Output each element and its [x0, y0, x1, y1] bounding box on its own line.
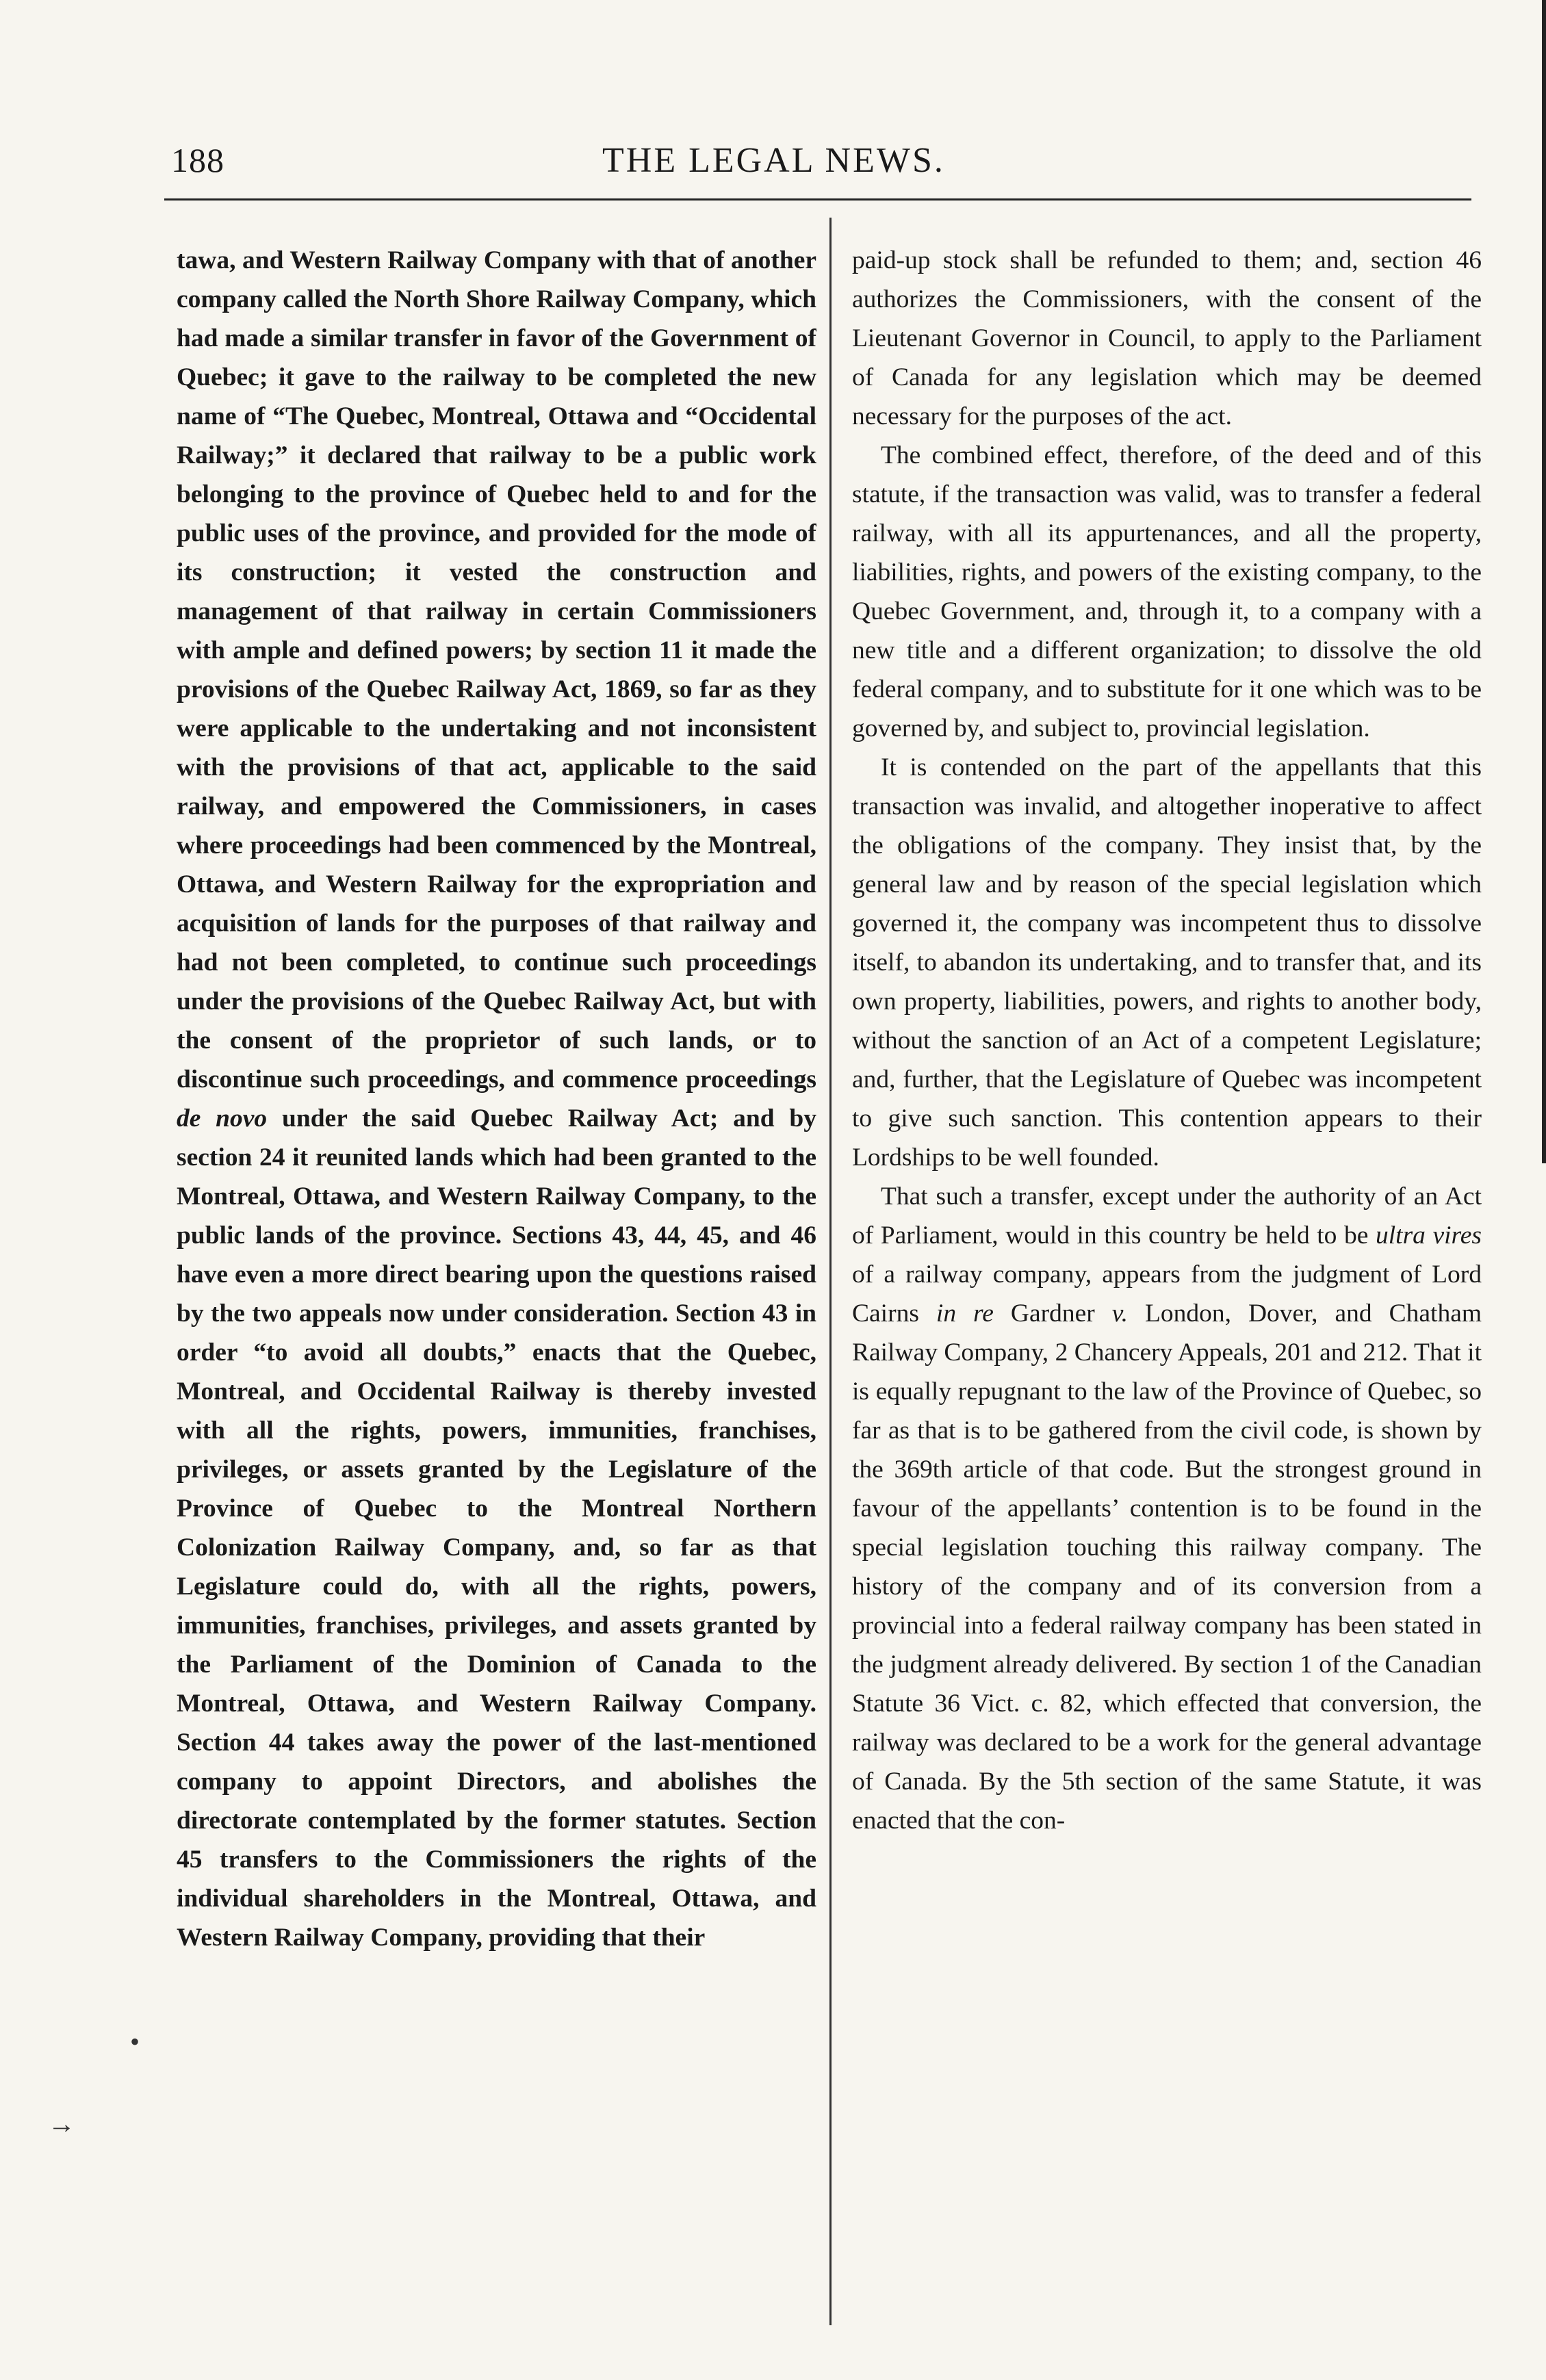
column-divider	[829, 218, 832, 2325]
left-paragraph-text: tawa, and Western Railway Company with that of another company called the North Shore Railway Company, which had made a similar transfer in favor of the Government of Quebec; it gave to the railway to be completed the new name of “The Quebec, Montreal, Ottawa and “Occidental Railway;” it declared that railway to be a public work belonging to the province of Quebec held to and for the public uses of the province, and provided for the mode of its construction; it vested the construction and management of that railway in certain Commissioners with ample and defined powers; by section 11 it made the provisions of the Quebec Railway Act, 1869, so far as they were applicable to the undertaking and not inconsistent with the provisions of that act, applicable to the said railway, and empowered the Commissioners, in cases where proceedings had been commenced by the Montreal, Ottawa, and Western Railway for the expropriation and acquisition of lands for the purposes of that railway and had not been completed, to continue such proceedings under the provisions of the Quebec Railway Act, but with the consent of the proprietor of such lands, or to discontinue such proceedings, and commence proceedings	[177, 246, 816, 1094]
latin-phrase-ultra-vires: ultra vires	[1375, 1221, 1482, 1250]
running-title: THE LEGAL NEWS.	[602, 141, 945, 180]
left-paragraph-continuation: under the said Quebec Railway Act; and by section 24 it reunited lands which had been granted to the Montreal, Ottawa, and Western Railway Company, to the public lands of the province. Sections 43, 44, 45, and 46 have even a more direct bearing upon the questions raised by the two appeals now under consideration. Section 43 in order “to avoid all doubts,” enacts that the Quebec, Montreal, and Occidental Railway is thereby invested with all the rights, powers, immunities, franchises, privileges, or assets granted by the Legislature of the Province of Quebec to the Montreal Northern Colonization Railway Company, and, so far as that Legislature could do, with all the rights, powers, immunities, franchises, privileges, and assets granted by the Parliament of the Dominion of Canada to the Montreal, Ottawa, and Western Railway Company. Section 44 takes away the power of the last-mentioned company to appoint Directors, and abolishes the directorate contemplated by the former statutes. Section 45 transfers to the Commissioners the rights of the individual shareholders in the Montreal, Ottawa, and Western Railway Company, providing that their	[177, 1104, 816, 1952]
latin-phrase: de novo	[177, 1104, 268, 1133]
right-paragraph-3: It is contended on the part of the appellants that this transaction was invalid, and altogether inoperative to affect the obligations of the company. They insist that, by the general law and by reason of the special legislation which governed it, the company was incompetent thus to dissolve itself, to abandon its undertaking, and to transfer that, and its own property, liabilities, powers, and rights to another body, without the sanction of an Act of a competent Legislature; and, further, that the Legislature of Quebec was incompetent to give such sanction. This contention appears to their Lordships to be well founded.	[852, 753, 1482, 1172]
left-column	[177, 241, 816, 2328]
versus-abbreviation: v.	[1111, 1299, 1128, 1328]
right-paragraph-4-part-a: That such a transfer, except under the authority of an Act of Parliament, would in this country be held to be	[852, 1182, 1482, 1250]
right-paragraph-4-part-b: of a railway company, appears from the judgment of Lord Cairns	[852, 1260, 1482, 1328]
page-header	[157, 140, 1471, 188]
right-paragraph-1: paid-up stock shall be refunded to them; and, section 46 authorizes the Commissioners, with the consent of the Lieutenant Governor in Council, to apply to the Parliament of Canada for any legislation which may be deemed necessary for the purposes of the act.	[852, 246, 1482, 430]
header-rule	[164, 198, 1471, 201]
scan-edge-shadow	[1541, 0, 1546, 2380]
left-paragraph	[177, 241, 816, 1957]
margin-dot-mark: •	[130, 2026, 140, 2057]
right-column	[852, 241, 1482, 2328]
right-paragraph-4-part-c: Gardner	[1010, 1299, 1095, 1328]
right-paragraph-4	[852, 1177, 1482, 1840]
latin-phrase-in-re: in re	[936, 1299, 994, 1328]
margin-arrow-mark: →	[48, 2108, 75, 2139]
right-paragraph-4-part-d: London, Dover, and Chatham Railway Company, 2 Chancery Appeals, 201 and 212. That it is equally repugnant to the law of the Province of Quebec, so far as that is to be gathered from the civil code, is shown by the 369th article of that code. But the strongest ground in favour of the appellants’ contention is to be found in the special legislation touching this railway company. The history of the company and of its conversion from a provincial into a federal railway company has been stated in the judgment already delivered. By section 1 of the Canadian Statute 36 Vict. c. 82, which effected that conversion, the railway was declared to be a work for the general advantage of Canada. By the 5th section of the same Statute, it was enacted that the con-	[852, 1299, 1482, 1835]
page-number: 188	[171, 141, 224, 179]
right-paragraph-2: The combined effect, therefore, of the deed and of this statute, if the transaction was valid, was to transfer a federal railway, with all its appurtenances, and all the property, liabilities, rights, and powers of the existing company, to the Quebec Government, and, through it, to a company with a new title and a different organization; to dissolve the old federal company, and to substitute for it one which was to be governed by, and subject to, provincial legislation.	[852, 441, 1482, 742]
